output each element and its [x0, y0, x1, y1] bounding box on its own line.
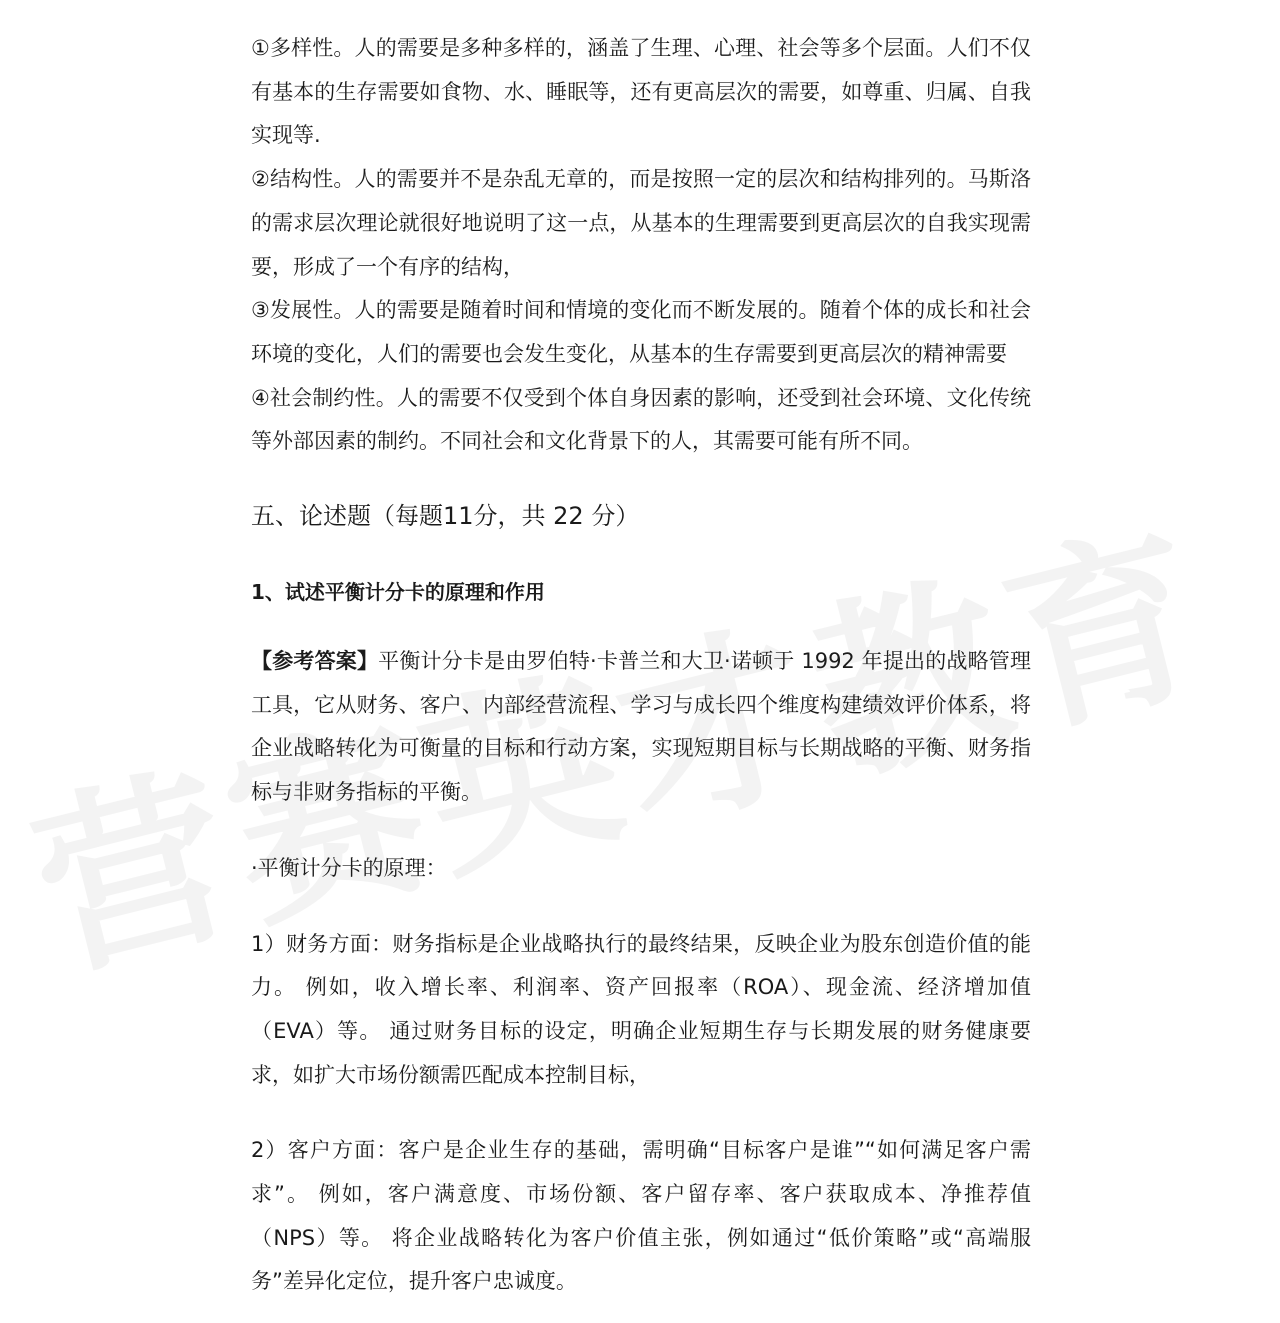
customer-aspect: 2）客户方面：客户是企业生存的基础，需明确“目标客户是谁”“如何满足客户需求”。 例如，客户满意度、市场份额、客户留存率、客户获取成本、净推荐值（NPS）等。 将企业战略转化为客户价值主张，例如通过“低价策略”或“高端服务”差异化定位，提升客户忠诚度。 — [251, 1138, 1031, 1294]
point-diversity: ①多样性。人的需要是多种多样的，涵盖了生理、心理、社会等多个层面。人们不仅有基本的生存需要如食物、水、睡眠等，还有更高层次的需要，如尊重、归属、自我实现等. — [251, 36, 1031, 148]
point-structure: ②结构性。人的需要并不是杂乱无章的，而是按照一定的层次和结构排列的。马斯洛的需求层次理论就很好地说明了这一点，从基本的生理需要到更高层次的自我实现需要，形成了一个有序的结构， — [251, 167, 1031, 279]
principle-heading: ·平衡计分卡的原理： — [251, 855, 447, 880]
section-title: 五、论述题（每题11分，共 22 分） — [251, 502, 640, 531]
financial-aspect: 1）财务方面：财务指标是企业战略执行的最终结果，反映企业为股东创造价值的能力。 例如，收入增长率、利润率、资产回报率（ROA）、现金流、经济增加值（EVA）等。 通过财务目标的设定，明确企业短期生存与长期发展的财务健康要求，如扩大市场份额需匹配成本控制目标， — [251, 931, 1031, 1087]
document-content — [251, 27, 1031, 1304]
point-social-constraint: ④社会制约性。人的需要不仅受到个体自身因素的影响，还受到社会环境、文化传统等外部因素的制约。不同社会和文化背景下的人，其需要可能有所不同。 — [251, 385, 1031, 454]
reference-answer — [251, 640, 1031, 815]
answer-text: 平衡计分卡是由罗伯特·卡普兰和大卫·诺顿于 1992 年提出的战略管理工具，它从财务、客户、内部经营流程、学习与成长四个维度构建绩效评价体系，将企业战略转化为可衡量的目标和行动方案，实现短期目标与长期战略的平衡、财务指标与非财务指标的平衡。 — [251, 649, 1031, 805]
answer-label: 【参考答案】 — [251, 649, 379, 674]
question-title: 1、试述平衡计分卡的原理和作用 — [251, 580, 545, 605]
point-development: ③发展性。人的需要是随着时间和情境的变化而不断发展的。随着个体的成长和社会环境的变化，人们的需要也会发生变化，从基本的生存需要到更高层次的精神需要 — [251, 298, 1031, 366]
